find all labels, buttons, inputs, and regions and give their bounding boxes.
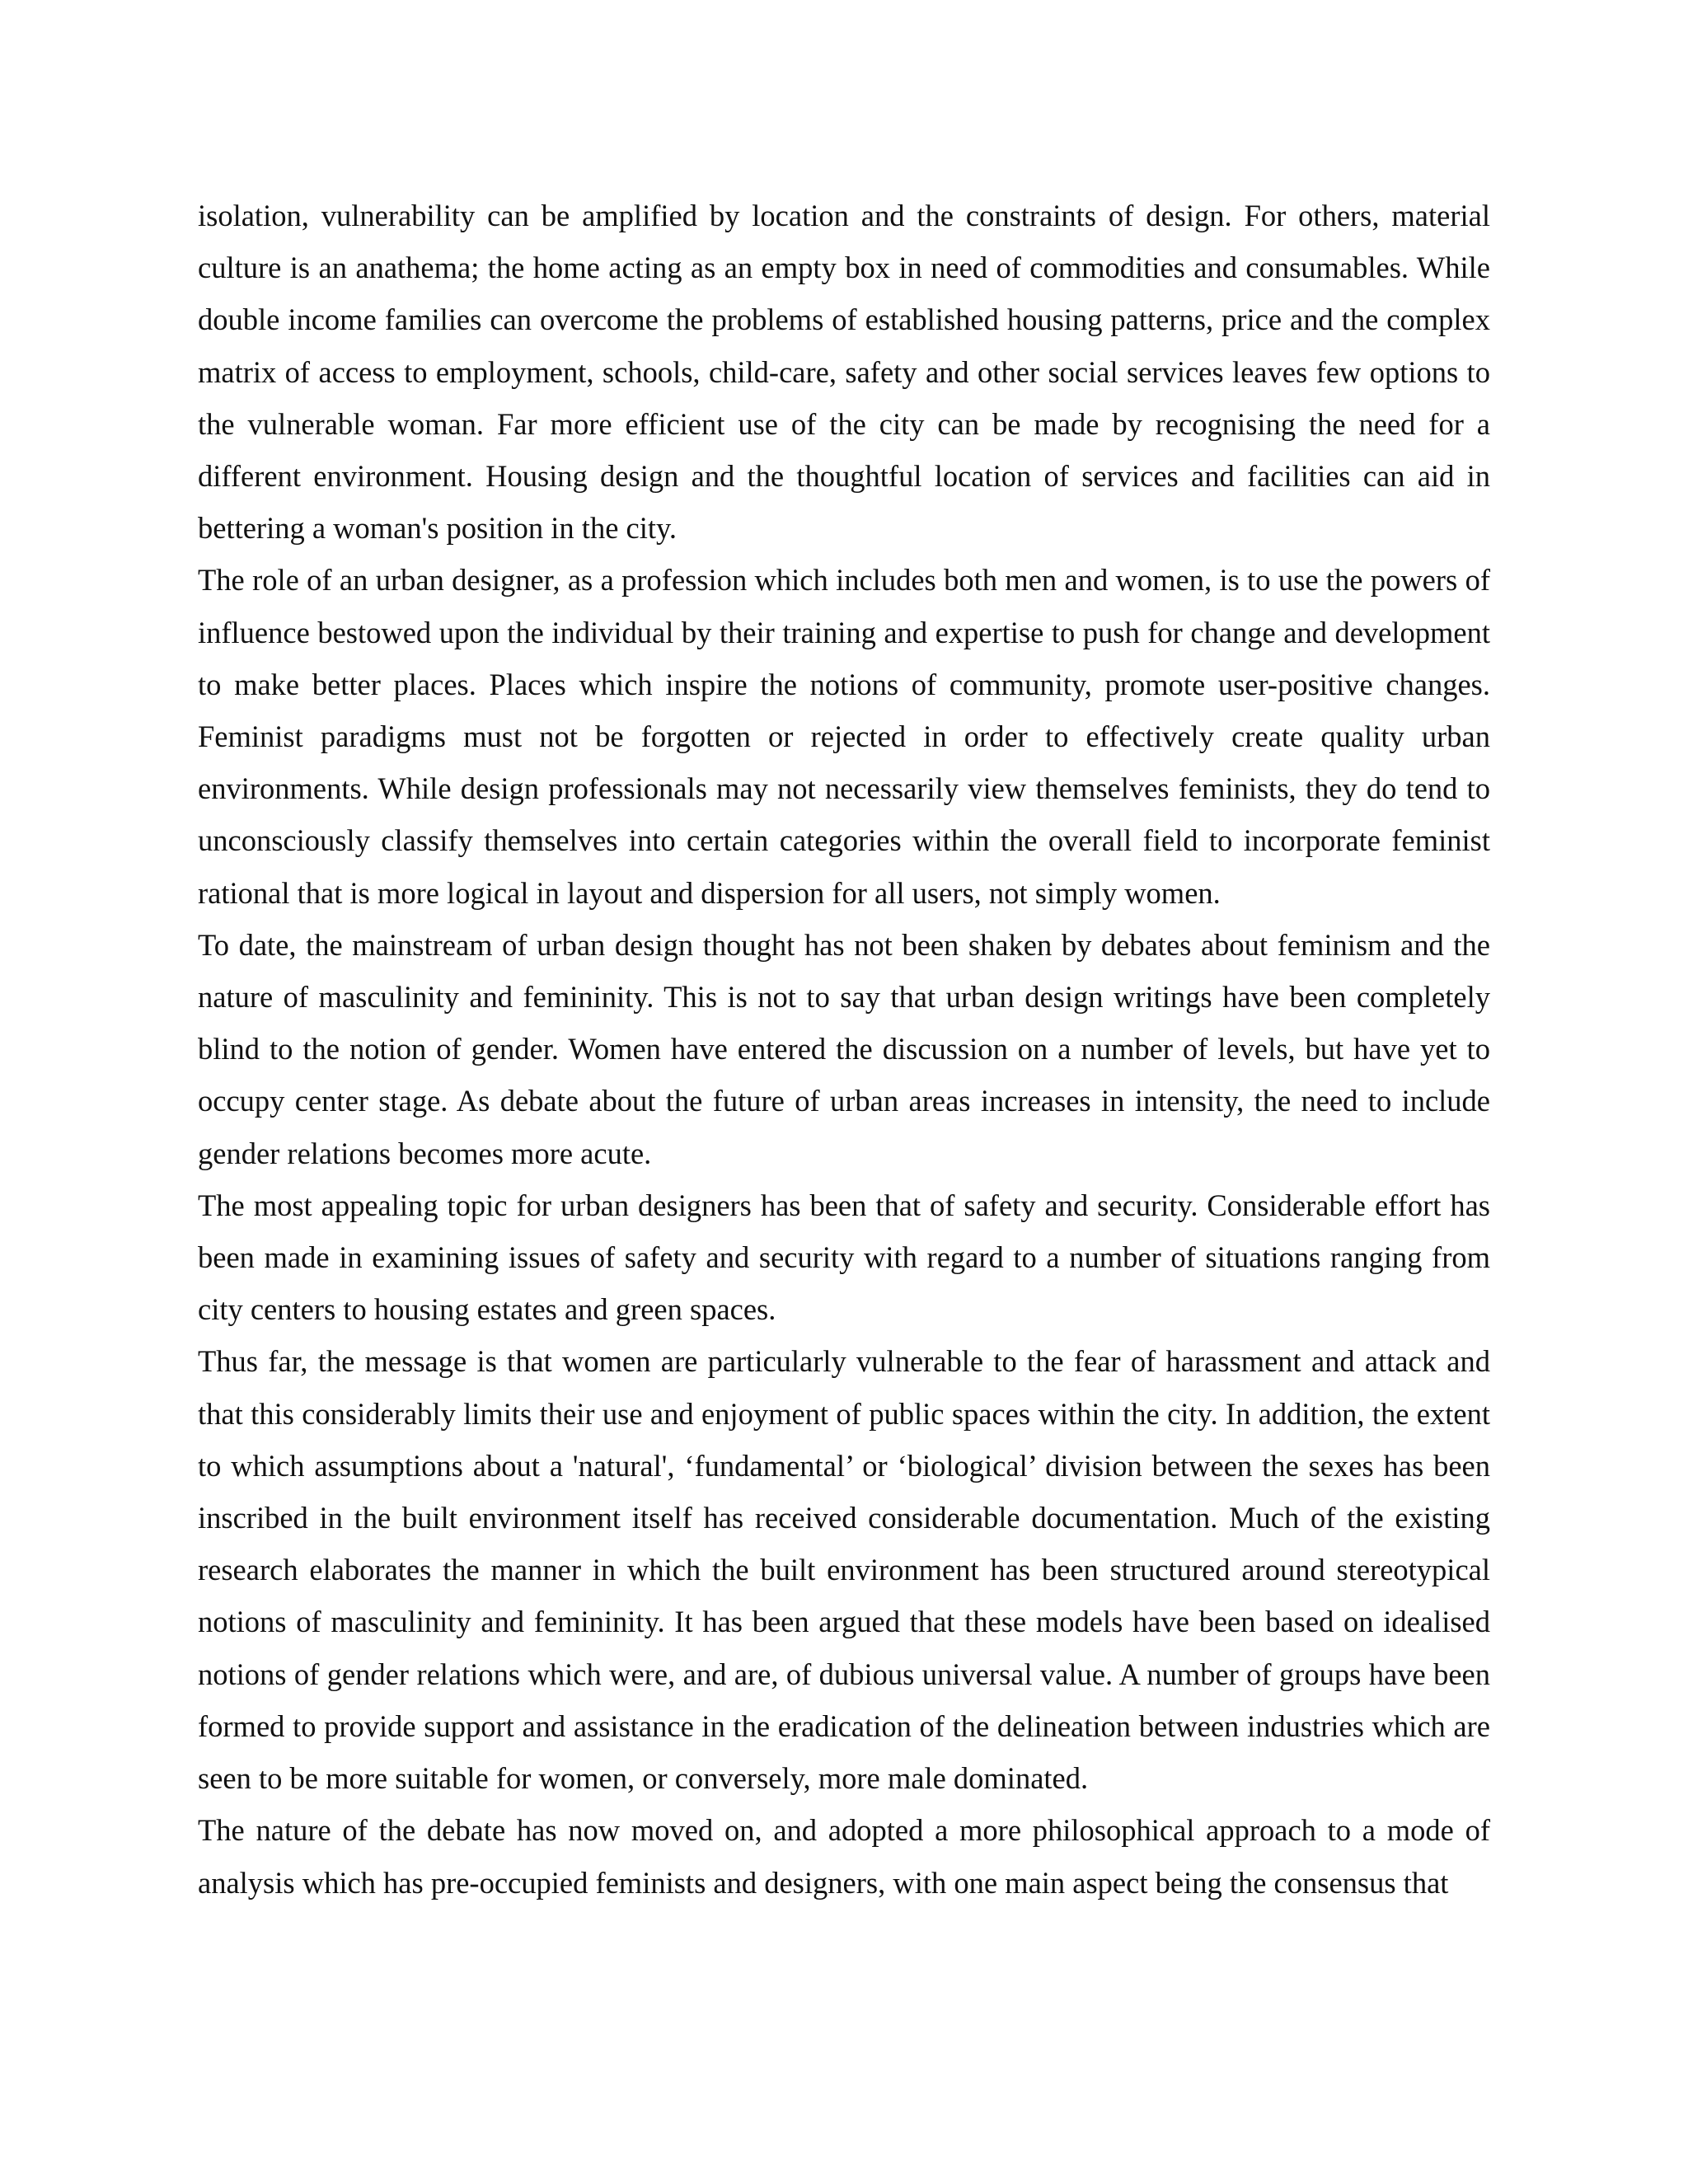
paragraph-5: Thus far, the message is that women are particularly vulnerable to the fear of harassment and attack and that this considerably limits their use and enjoyment of public spaces within the city. In addition, the extent to which assumptions about a 'natural', ‘fundamental’ or ‘biological’ division between the sexes has been inscribed in the built environment itself has received considerable documentation. Much of the existing research elaborates the manner in which the built environment has been structured around stereotypical notions of masculinity and femininity. It has been argued that these models have been based on idealised notions of gender relations which were, and are, of dubious universal value. A number of groups have been formed to provide support and assistance in the eradication of the delineation between industries which are seen to be more suitable for women, or conversely, more male dominated. <box>198 1344 1490 1796</box>
paragraph-6: The nature of the debate has now moved on, and adopted a more philosophical approach to a mode of analysis which has pre-occupied feminists and designers, with one main aspect being the consensus that <box>198 1813 1490 1900</box>
document-page <box>198 190 1490 1909</box>
paragraph-1: isolation, vulnerability can be amplified by location and the constraints of design. For others, material culture is an anathema; the home acting as an empty box in need of commodities and consumables. While double income families can overcome the problems of established housing patterns, price and the complex matrix of access to employment, schools, child-care, safety and other social services leaves few options to the vulnerable woman. Far more efficient use of the city can be made by recognising the need for a different environment. Housing design and the thoughtful location of services and facilities can aid in bettering a woman's position in the city. <box>198 199 1490 546</box>
paragraph-3: To date, the mainstream of urban design thought has not been shaken by debates about feminism and the nature of masculinity and femininity. This is not to say that urban design writings have been completely blind to the notion of gender. Women have entered the discussion on a number of levels, but have yet to occupy center stage. As debate about the future of urban areas increases in intensity, the need to include gender relations becomes more acute. <box>198 927 1490 1170</box>
paragraph-2: The role of an urban designer, as a profession which includes both men and women, is to use the powers of influence bestowed upon the individual by their training and expertise to push for change and development to make better places. Places which inspire the notions of community, promote user-positive changes. Feminist paradigms must not be forgotten or rejected in order to effectively create quality urban environments. While design professionals may not necessarily view themselves feminists, they do tend to unconsciously classify themselves into certain categories within the overall field to incorporate feminist rational that is more logical in layout and dispersion for all users, not simply women. <box>198 563 1490 910</box>
paragraph-4: The most appealing topic for urban designers has been that of safety and security. Considerable effort has been made in examining issues of safety and security with regard to a number of situations ranging from city centers to housing estates and green spaces. <box>198 1188 1490 1327</box>
